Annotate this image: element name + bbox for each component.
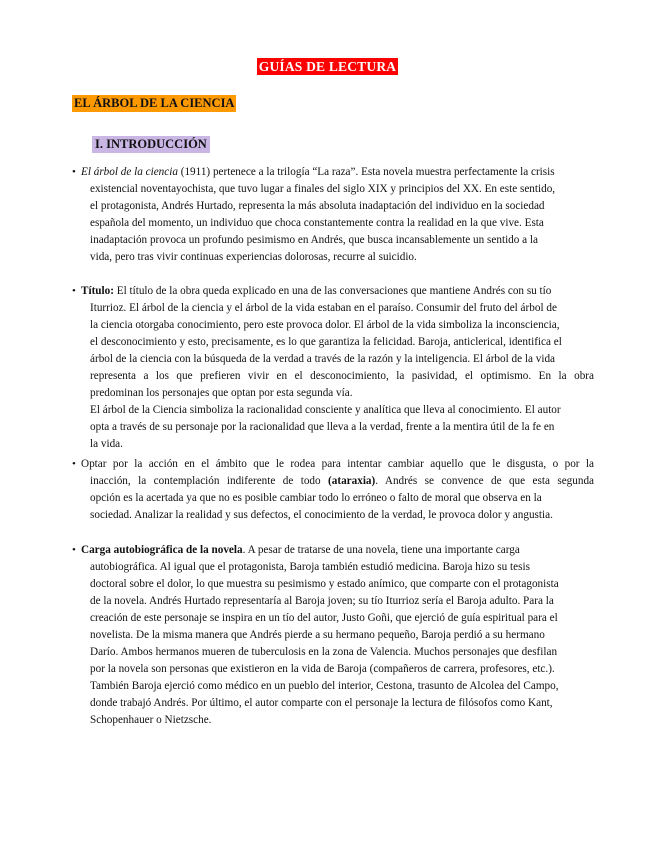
book-name-italic: El árbol de la ciencia xyxy=(81,166,178,178)
paragraph-line: novelista. De la misma manera que Andrés pierde a su hermano pequeño, Baroja perdió a su hermano xyxy=(90,629,545,641)
paragraph-line: doctoral sobre el dolor, lo que muestra su pesimismo y estado anímico, que comparte con el protagonista xyxy=(90,578,559,590)
document-title: GUÍAS DE LECTURA xyxy=(258,59,397,74)
paragraph-line: donde trabajó Andrés. Por último, el autor comparte con el personaje la lectura de filósofos como Kant, xyxy=(90,697,553,709)
paragraph-line: El árbol de la ciencia (1911) pertenece a la trilogía “La raza”. Esta novela muestra perfectamente la crisis xyxy=(81,166,555,178)
carga-label: Carga autobiográfica de la novela xyxy=(81,544,243,556)
paragraph-line: existencial noventayochista, que tuvo lugar a finales del siglo XIX y principios del XX. En este sentido, xyxy=(90,183,556,195)
paragraph-line: predominan los personajes que optan por esta segunda vía. xyxy=(90,387,353,399)
paragraph-line: Carga autobiográfica de la novela. A pesar de tratarse de una novela, tiene una importante carga xyxy=(81,544,520,556)
paragraph-line: inacción, la contemplación indiferente de todo (ataraxia). Andrés se convence de que esta segunda xyxy=(90,475,594,487)
paragraph-line: el desconocimiento y esto, precisamente, es lo que garantiza la felicidad. Baroja, anticlerical, identifica el xyxy=(90,336,562,348)
paragraph-line: española del momento, un individuo que choca constantemente contra la realidad en la que vive. Esta xyxy=(90,217,544,229)
paragraph-line: sociedad. Analizar la realidad y sus defectos, el conocimiento de la verdad, le provoca dolor y angustia. xyxy=(90,509,553,521)
paragraph-line: El árbol de la Ciencia simboliza la racionalidad consciente y analítica que lleva al conocimiento. El autor xyxy=(90,404,561,416)
paragraph-line: Darío. Ambos hermanos mueren de tuberculosis en la zona de Valencia. Muchos personajes que desfilan xyxy=(90,646,558,658)
ataraxia-term: (ataraxia) xyxy=(328,475,376,487)
section-title: I. INTRODUCCIÓN xyxy=(92,136,210,153)
paragraph-line: opción es la acertada ya que no es posible cambiar todo lo erróneo o falto de moral que observa en la xyxy=(90,492,542,504)
paragraph-line: autobiográfica. Al igual que el protagonista, Baroja también estudió medicina. Baroja hizo su tesis xyxy=(90,561,530,573)
paragraph-line: por la novela son personas que existieron en la vida de Baroja (compañeros de carrera, profesores, etc.). xyxy=(90,663,555,675)
titulo-label: Título: xyxy=(81,285,114,297)
paragraph-line: inadaptación provoca un profundo pesimismo en Andrés, que busca incansablemente un sentido a la xyxy=(90,234,538,246)
paragraph-line: Schopenhauer o Nietzsche. xyxy=(90,714,212,726)
bullet-icon: • xyxy=(72,166,76,178)
bullet-icon: • xyxy=(72,544,76,556)
paragraph-line: árbol de la ciencia con la búsqueda de la verdad a través de la razón y la inteligencia. El árbol de la vida xyxy=(90,353,556,365)
paragraph-line: el protagonista, Andrés Hurtado, representa la más absoluta inadaptación del individuo en la sociedad xyxy=(90,200,545,212)
book-title: EL ÁRBOL DE LA CIENCIA xyxy=(74,96,235,110)
paragraph-line: la ciencia otorgaba conocimiento, pero este provoca dolor. El árbol de la vida simboliza la inconsciencia, xyxy=(90,319,560,331)
paragraph-line: opta a través de su personaje por la racionalidad que lleva a la verdad, frente a la mentira útil de la fe en xyxy=(90,421,555,433)
paragraph-line: creación de este personaje se inspira en un tío del autor, Justo Goñi, que ejerció de guía espiritual para el xyxy=(90,612,558,624)
paragraph-line: de la novela. Andrés Hurtado representaría al Baroja joven; su tío Iturrioz sería el Baroja adulto. Para la xyxy=(90,595,554,607)
paragraph-line: También Baroja ejerció como médico en un pueblo del interior, Cestona, trasunto de Alcolea del Campo, xyxy=(90,680,559,692)
paragraph-line: Iturrioz. El árbol de la ciencia y el árbol de la vida estaban en el paraíso. Consumir del fruto del árbol de xyxy=(90,302,557,314)
bullet-icon: • xyxy=(72,458,76,470)
paragraph-line: representa a los que prefieren vivir en el desconocimiento, la pasividad, el optimismo. En la obra xyxy=(90,370,594,382)
bullet-icon: • xyxy=(72,285,76,297)
paragraph-line: vida, pero tras vivir continuas experiencias dolorosas, recurre al suicidio. xyxy=(90,251,417,263)
paragraph-line: Título: El título de la obra queda explicado en una de las conversaciones que mantiene Andrés con su tío xyxy=(81,285,552,297)
paragraph-line: Optar por la acción en el ámbito que le rodea para intentar cambiar aquello que le disgusta, o por la xyxy=(81,458,594,470)
paragraph-line: la vida. xyxy=(90,438,123,450)
